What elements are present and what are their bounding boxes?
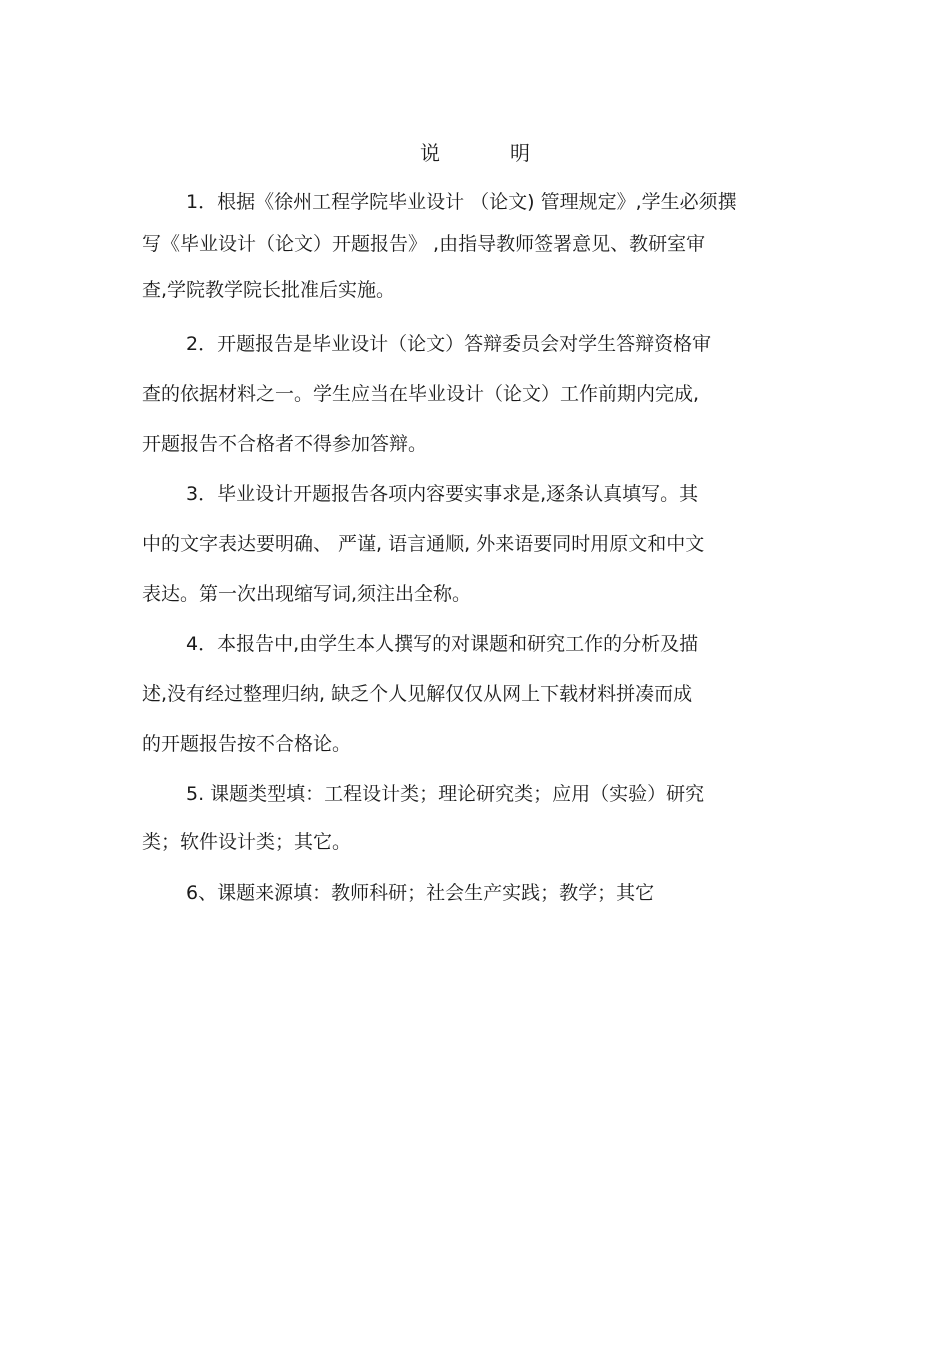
page-title bbox=[0, 138, 950, 168]
item-1-line-2: 写《毕业设计（论文）开题报告》 ,由指导教师签署意见、教研室审 bbox=[142, 233, 706, 255]
item-5-line-1: 5. 课题类型填：工程设计类；理论研究类；应用（实验）研究 bbox=[186, 783, 705, 805]
item-1-line-3: 查,学院教学院长批准后实施。 bbox=[142, 279, 396, 301]
item-3-line-2: 中的文字表达要明确、 严谨, 语言通顺, 外来语要同时用原文和中文 bbox=[142, 533, 705, 555]
item-3-line-1: 3．毕业设计开题报告各项内容要实事求是,逐条认真填写。其 bbox=[186, 483, 699, 505]
item-2-line-1: 2．开题报告是毕业设计（论文）答辩委员会对学生答辩资格审 bbox=[186, 333, 712, 355]
item-4-line-2: 述,没有经过整理归纳, 缺乏个人见解仅仅从网上下载材料拼凑而成 bbox=[142, 683, 693, 705]
title-char-2: 明 bbox=[510, 141, 530, 165]
item-2-line-3: 开题报告不合格者不得参加答辩。 bbox=[142, 433, 428, 455]
item-3-line-3: 表达。第一次出现缩写词,须注出全称。 bbox=[142, 583, 472, 605]
item-2-line-2: 查的依据材料之一。学生应当在毕业设计（论文）工作前期内完成, bbox=[142, 383, 700, 405]
item-4-line-1: 4．本报告中,由学生本人撰写的对课题和研究工作的分析及描 bbox=[186, 633, 699, 655]
item-5-line-2: 类；软件设计类；其它。 bbox=[142, 831, 352, 853]
item-4-line-3: 的开题报告按不合格论。 bbox=[142, 733, 352, 755]
item-1-line-1: 1．根据《徐州工程学院毕业设计 （论文) 管理规定》,学生必须撰 bbox=[186, 191, 737, 213]
item-6-line-1: 6、课题来源填：教师科研；社会生产实践；教学；其它 bbox=[186, 882, 655, 904]
title-char-1: 说 bbox=[420, 141, 440, 165]
